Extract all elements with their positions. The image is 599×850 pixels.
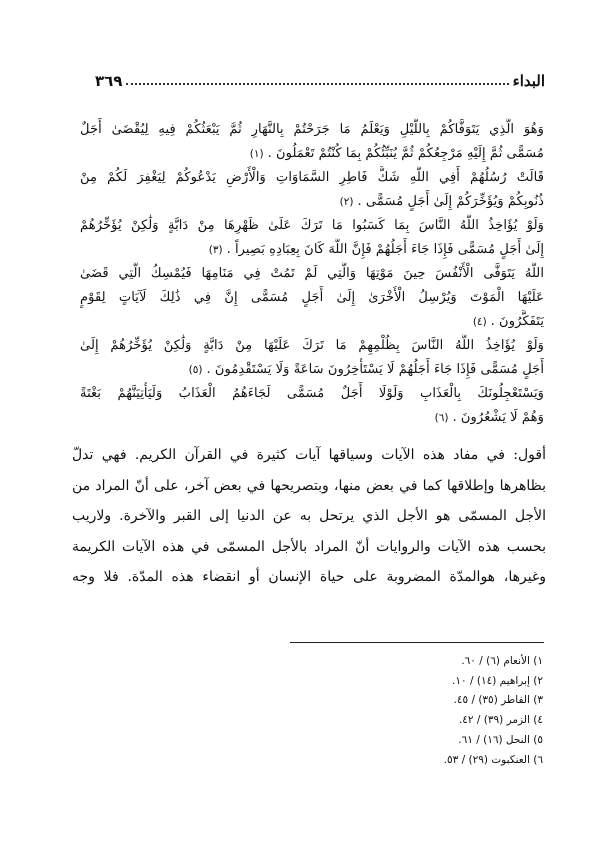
paragraph-line: الأجل المسمّى هو الأجل الذي يرتحل به عن الدنيا إلى القبر والآخرة. ولاريب — [72, 508, 546, 524]
paragraph-line: بظاهرها وإطلاقها كما في بعض منها، وبتصريحها في بعض آخر، على أنّ المراد من — [72, 477, 546, 494]
verse-line: اللَّهُ يَتَوَفَّى الْأَنْفُسَ حِينَ مَوْتِهَا وَالَّتِي لَمْ تَمُتْ فِي مَنَامِهَا فَيُمْسِكُ الَّتِي قَضَىٰ — [80, 266, 544, 281]
verse-line: وَيَسْتَعْجِلُونَكَ بِالْعَذَابِ وَلَوْلَا أَجَلٌ مُسَمًّى لَجَاءَهُمُ الْعَذَابُ وَلَيَأْتِيَنَّهُمْ بَغْتَةً — [80, 386, 544, 401]
footnotes — [283, 652, 543, 770]
footnote-ref: (٥) — [188, 364, 203, 376]
verse-line: أَجَلٍ مُسَمًّى فَإِذَا جَاءَ أَجَلُهُمْ لَا يَسْتَأْخِرُونَ سَاعَةً وَلَا يَسْتَقْدِمُونَ .(٥) — [188, 362, 544, 377]
footnote: ٣) الفاطر (٣٥) / ٤٥. — [453, 694, 543, 707]
verse-line: وَهُمْ لَا يَشْعُرُونَ .(٦) — [434, 410, 544, 425]
commentary-paragraph — [72, 440, 546, 593]
paragraph-line: وغيرها، هوالمدّة المضروبة على حياة الإنسان أو انقضاء هذه المدّة. فلا وجه — [72, 569, 546, 585]
verse-line: وَلَوْ يُؤَاخِذُ اللَّهُ النَّاسَ بِمَا كَسَبُوا مَا تَرَكَ عَلَىٰ ظَهْرِهَا مِنْ دَابَّةٍ وَلَٰكِنْ يُؤَخِّرُهُمْ — [80, 218, 544, 233]
verse-line: عَلَيْهَا الْمَوْتَ وَيُرْسِلُ الْأُخْرَىٰ إِلَىٰ أَجَلٍ مُسَمًّى إِنَّ فِي ذَٰلِكَ لَآيَاتٍ لِقَوْمٍ — [80, 290, 544, 305]
page-number: ٣٦٩ — [95, 72, 123, 90]
verse-line: قَالَتْ رُسُلُهُمْ أَفِي اللَّهِ شَكٌّ فَاطِرِ السَّمَاوَاتِ وَالْأَرْضِ يَدْعُوكُمْ لِيَغْفِرَ لَكُمْ مِنْ — [80, 170, 544, 185]
quran-verses — [80, 118, 544, 430]
verse-line: يَتَفَكَّرُونَ .(٤) — [472, 314, 544, 329]
footnote-ref: (١) — [249, 148, 264, 160]
chapter-title: البداء — [512, 72, 545, 90]
paragraph-line: بحسب هذه الآيات والروايات أنّ المراد بالأجل المسمّى في هذه الآيات الكريمة — [72, 538, 546, 555]
footnote-ref: (٤) — [472, 316, 487, 328]
footnote: ٦) العنكبوت (٢٩) / ٥٣. — [443, 753, 543, 766]
verse-line: إِلَىٰ أَجَلٍ مُسَمًّى فَإِذَا جَاءَ أَجَلُهُمْ فَإِنَّ اللَّهَ كَانَ بِعِبَادِهِ بَصِيراً .(٣) — [208, 242, 544, 257]
footnote-ref: (٢) — [339, 196, 354, 208]
header-leader-dots — [126, 82, 508, 85]
footnote: ٥) النحل (١٦) / ٦١. — [458, 733, 543, 746]
footnote-ref: (٣) — [208, 244, 223, 256]
footnote-separator — [290, 642, 544, 643]
verse-line: وَهُوَ الَّذِي يَتَوَفَّاكُمْ بِاللَّيْلِ وَيَعْلَمُ مَا جَرَحْتُمْ بِالنَّهَارِ ثُمَّ يَبْعَثُكُمْ فِيهِ لِيُقْضَىٰ أَجَلٌ — [80, 122, 544, 137]
verse-line: ذُنُوبِكُمْ وَيُؤَخِّرَكُمْ إِلَىٰ أَجَلٍ مُسَمًّى .(٢) — [339, 194, 544, 209]
footnote: ٤) الزمر (٣٩) / ٤٢. — [458, 714, 543, 727]
footnote: ١) الأنعام (٦) / ٦٠. — [461, 655, 543, 667]
footnote: ٢) إبراهيم (١٤) / ١٠. — [452, 674, 543, 687]
verse-line: وَلَوْ يُؤَاخِذُ اللَّهُ النَّاسَ بِظُلْمِهِمْ مَا تَرَكَ عَلَيْهَا مِنْ دَابَّةٍ وَلَٰكِنْ يُؤَخِّرُهُمْ إِلَىٰ — [80, 338, 544, 353]
footnote-ref: (٦) — [434, 412, 449, 424]
running-header — [95, 64, 545, 90]
verse-line: مُسَمًّى ثُمَّ إِلَيْهِ مَرْجِعُكُمْ ثُمَّ يُنَبِّئُكُمْ بِمَا كُنْتُمْ تَعْمَلُونَ .(١) — [249, 146, 544, 161]
paragraph-line: أقول: في مفاد هذه الآيات وسياقها آيات كثيرة في القرآن الكريم. فهي تدلّ — [72, 447, 546, 463]
